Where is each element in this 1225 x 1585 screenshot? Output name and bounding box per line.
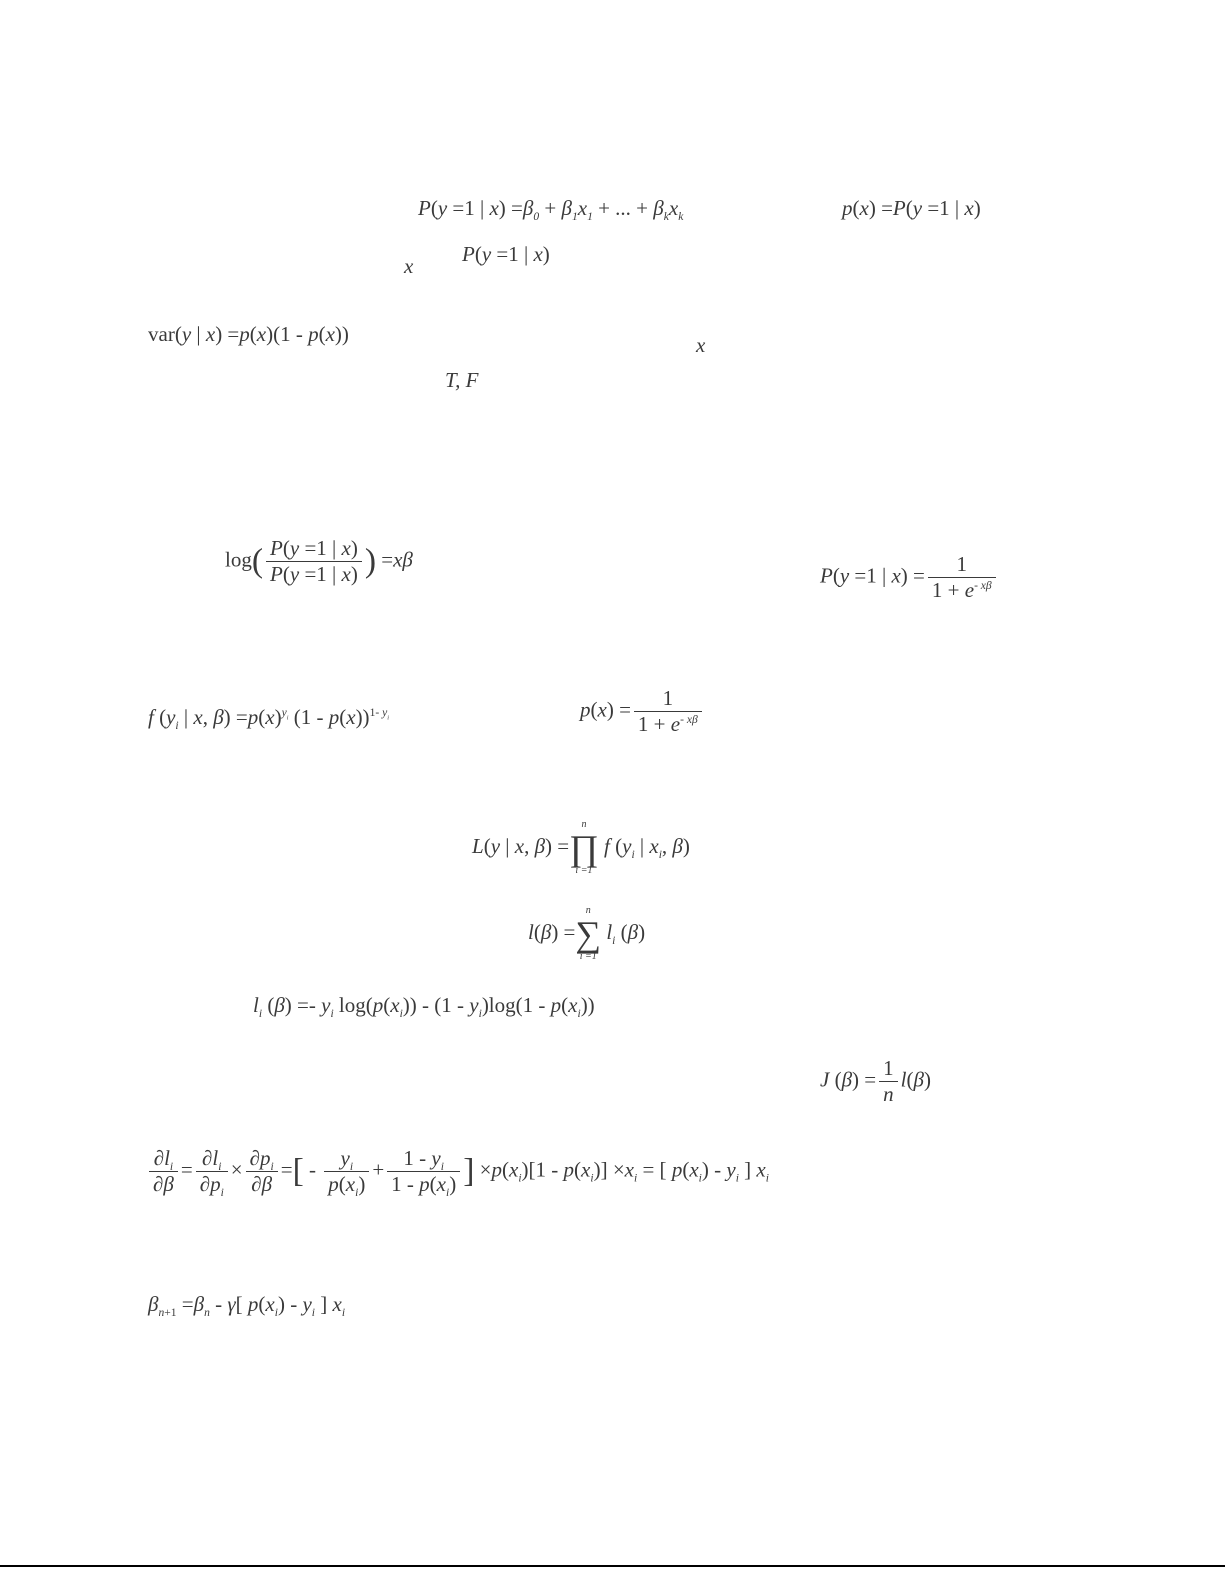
equation-logit: log( $\frac{P(y =1 | x)}{P(y =1 | x)}$ ) =xβ: [225, 536, 413, 586]
equation-log-likelihood: l(β) = n ∑ i =1 $l_i$ (β): [528, 905, 646, 962]
equation-p-sigmoid: p(x) = $\frac{1}{1 + e^{- x\beta}}$: [580, 686, 705, 737]
symbol-x: x: [696, 333, 706, 357]
equation-linear-probability: P(y =1 | $x) =\beta_0 + \beta_1x_1$ + ... + $\beta_kx_k$: [418, 196, 684, 224]
equation-variance: var(y | x) =p(x)(1 - p(x)): [148, 322, 349, 346]
equation-cost: J (β) = $\frac{1}{n}$ l(β): [820, 1056, 931, 1106]
equation-conditional-prob: P(y =1 | x): [462, 242, 550, 266]
equation-sigmoid: P(y =1 | x) = $\frac{1}{1 + e^{- x\beta}}$: [820, 552, 999, 603]
equation-p-definition: p(x) =P(y =1 | x): [842, 196, 981, 220]
equation-loss-term: $l_i$ $(\beta) =- y_i$ $\log(p(x_i)) - (1 - y_i)\log(1 - p(x_i))$: [253, 993, 595, 1021]
equation-gradient: $\frac{\partial l_i}{\partial\beta}$ = $\frac{\partial l_i}{\partial p_i}$ × $\frac{\partial p_i}{\partial\beta}$ =[ - $\frac{y_i}{p(x_i)}$ + $\frac{1 - y_i}{1 - p(x_i)}$ ] $\times p(x_i)[1 - p(x_i)] \times x_i$ = [ $p(x_i) - y_i$ ] $x_i$: [146, 1146, 769, 1197]
equation-update-rule: $\beta_{n+1} =\beta_n - \gamma$[ $p(x_i) - y_i$ ] $x_i$: [148, 1292, 346, 1320]
page-footer-rule: [0, 1565, 1225, 1567]
symbol-x: x: [404, 254, 414, 278]
symbol-true-false: T, F: [445, 368, 479, 392]
equation-bernoulli: f ($y_i$ | x, $\beta) =p(x)^{y_i}$ (1 - p(x))$^{1- y_i}$: [148, 705, 389, 733]
equation-likelihood: L(y | x, β) = n ∏ i =1 f ($y_i$ | $x_i$, β): [472, 819, 690, 876]
